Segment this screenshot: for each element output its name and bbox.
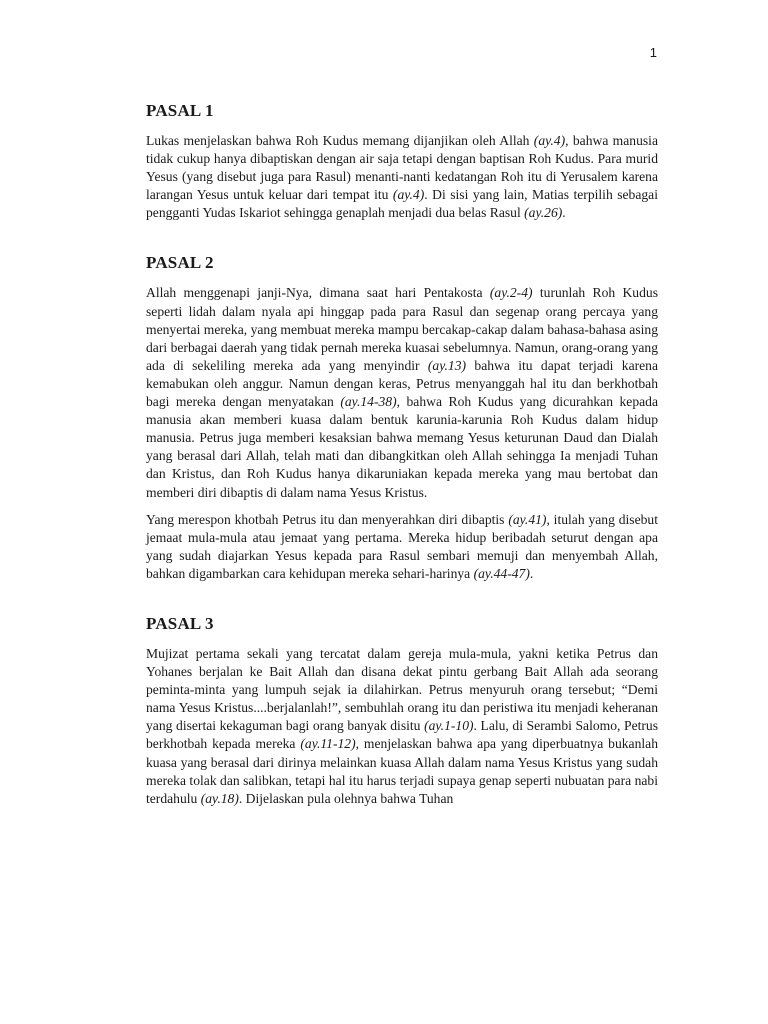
verse-reference: (ay.1-10) bbox=[424, 718, 474, 734]
section-title: PASAL 2 bbox=[146, 253, 214, 273]
page-content bbox=[146, 100, 658, 817]
page-number: 1 bbox=[649, 45, 657, 60]
section-title: PASAL 1 bbox=[146, 101, 214, 120]
paragraph: Yang merespon khotbah Petrus itu dan menyerahkan diri dibaptis (ay.41), itulah yang disebut jemaat mula-mula atau jemaat yang pertama. Mereka hidup beribadah seturut dengan apa yang sudah diajarkan Yesus kepada para Rasul sembari memuji dan menyembah Allah, bahkan digambarkan cara kehidupan mereka sehari-harinya (ay.44-47). bbox=[146, 511, 658, 581]
verse-reference: (ay.18) bbox=[200, 790, 239, 806]
paragraph: Allah menggenapi janji-Nya, dimana saat hari Pentakosta (ay.2-4) turunlah Roh Kudus seperti lidah dalam nyala api hinggap pada para Rasul dan segenap orang percaya yang menyertai mereka, yang membuat mereka mampu bercakap-cakap dalam bahasa-bahasa asing dari berbagai daerah yang tidak pernah mereka kuasai sebelumnya. Namun, orang-orang yang ada di sekeliling mereka ada yang menyindir (ay.13) bahwa itu dapat terjadi karena kemabukan oleh anggur. Namun dengan keras, Petrus menyanggah hal itu dan berkhotbah bagi mereka dengan menyatakan (ay.14-38), bahwa Roh Kudus yang dicurahkan kepada manusia akan memberi kuasa dalam bentuk karunia-karunia Roh Kudus dalam hidup manusia. Petrus juga memberi kesaksian bahwa memang Yesus keturunan Daud dan Dialah yang berasal dari Allah, telah mati dan dibangkitkan oleh Allah sehingga Ia menjadi Tuhan dan Kristus, dan Roh Kudus hanya dikaruniakan kepada mereka yang mau bertobat dan memberi diri dibaptis di dalam nama Yesus Kristus. bbox=[146, 285, 658, 500]
verse-reference: (ay.4) bbox=[392, 187, 425, 203]
verse-reference: (ay.41) bbox=[508, 511, 547, 527]
verse-reference: (ay.26) bbox=[524, 205, 563, 221]
section-title: PASAL 3 bbox=[146, 613, 214, 633]
verse-reference: (ay.4) bbox=[533, 133, 566, 148]
section-pasal-2 bbox=[146, 252, 658, 583]
paragraph: Lukas menjelaskan bahwa Roh Kudus memang dijanjikan oleh Allah (ay.4), bahwa manusia tidak cukup hanya dibaptiskan dengan air saja tetapi dengan baptisan Roh Kudus. Para murid Yesus (yang disebut juga para Rasul) menanti-nanti kedatangan Roh itu di Yerusalem karena larangan Yesus untuk keluar dari tempat itu (ay.4). Di sisi yang lain, Matias terpilih sebagai pengganti Yudas Iskariot sehingga genaplah menjadi dua belas Rasul (ay.26). bbox=[146, 133, 658, 221]
verse-reference: (ay.13) bbox=[427, 357, 467, 373]
verse-reference: (ay.2-4) bbox=[489, 285, 533, 301]
section-pasal-1 bbox=[146, 100, 658, 222]
verse-reference: (ay.44-47) bbox=[473, 565, 530, 581]
verse-reference: (ay.14-38) bbox=[340, 394, 397, 410]
section-pasal-3 bbox=[146, 613, 658, 808]
verse-reference: (ay.11-12) bbox=[300, 736, 356, 752]
paragraph: Mujizat pertama sekali yang tercatat dalam gereja mula-mula, yakni ketika Petrus dan Yohanes berjalan ke Bait Allah dan disana dekat pintu gerbang Bait Allah ada seorang peminta-minta yang lumpuh sejak ia dilahirkan. Petrus menyuruh orang tersebut; “Demi nama Yesus Kristus....berjalanlah!”, sembuhlah orang itu dan peristiwa itu menjadi keheranan yang disertai kekaguman bagi orang banyak disitu (ay.1-10). Lalu, di Serambi Salomo, Petrus berkhotbah kepada mereka (ay.11-12), menjelaskan bahwa apa yang diperbuatnya bukanlah kuasa yang berasal dari dirinya melainkan kuasa Allah dalam nama Yesus Kristus yang sudah mereka tolak dan salibkan, tetapi hal itu harus terjadi supaya genap seperti nubuatan para nabi terdahulu (ay.18). Dijelaskan pula olehnya bahwa Tuhan bbox=[146, 645, 658, 806]
